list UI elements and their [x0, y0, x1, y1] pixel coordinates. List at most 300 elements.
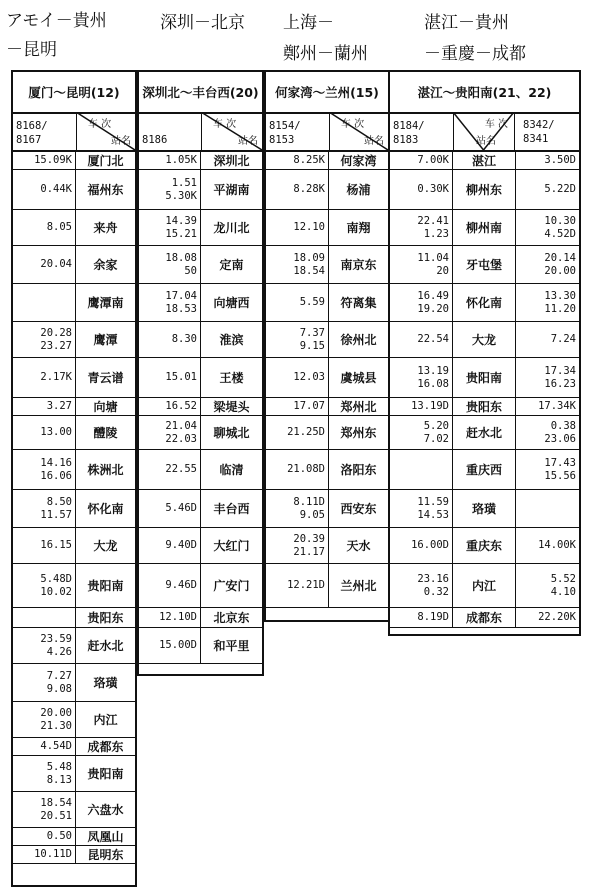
station-name: 凤凰山	[87, 830, 124, 844]
station-name: 福州东	[87, 183, 124, 197]
station-name: 郑州东	[340, 426, 377, 440]
train-number-header	[390, 112, 579, 152]
time-value: 9.46D	[165, 579, 197, 591]
train-number-right-bottom: 8341	[523, 133, 549, 145]
time-cell	[13, 152, 76, 169]
station-name: 株洲北	[87, 463, 124, 477]
table-title: 湛江～贵阳南(21、22)	[390, 72, 579, 114]
table-row	[390, 170, 579, 210]
station-name: 成都东	[465, 611, 502, 625]
time-cell	[266, 564, 329, 607]
station-name: 鹰潭南	[87, 296, 124, 310]
table-row	[390, 398, 579, 416]
time-value: 9.40D	[165, 539, 197, 551]
time-cell	[13, 608, 76, 627]
header-zhanjiang-chengdu	[424, 8, 526, 64]
station-name: 赶水北	[87, 639, 124, 653]
station-name: 六盘水	[87, 803, 124, 817]
time-cell	[139, 358, 201, 397]
train-number-bottom: 8183	[393, 134, 419, 146]
zhan-label: 站名	[111, 136, 131, 147]
time-value: 9.05	[299, 508, 325, 521]
time-value: 22.20K	[538, 611, 576, 623]
header-line1: 深圳－北京	[160, 13, 245, 33]
time-cell	[13, 170, 76, 209]
station-name: 大红门	[213, 539, 250, 553]
station-name: 南京东	[340, 258, 377, 272]
time-cell	[139, 564, 201, 607]
che-zhan-cell	[453, 112, 515, 150]
time-value: 11.57	[40, 508, 72, 521]
table-row	[139, 450, 262, 490]
time-value: 0.32	[423, 585, 449, 598]
time-cell	[390, 170, 453, 209]
station-name: 柳州东	[465, 183, 502, 197]
che-zhan-cell	[76, 112, 135, 150]
table-row	[13, 628, 135, 664]
station-name: 郑州北	[340, 400, 377, 414]
time-value: 16.52	[165, 400, 197, 412]
station-name: 贵阳东	[87, 611, 124, 625]
time-value: 17.34	[544, 364, 576, 377]
time-value: 0.30K	[417, 183, 449, 195]
time-cell-right	[515, 416, 579, 449]
station-name: 贵阳南	[87, 767, 124, 781]
time-value: 17.43	[544, 456, 576, 469]
time-value: 20.00	[40, 706, 72, 719]
che-label: 车 次	[341, 119, 365, 130]
timetable-xiamen-kunming	[11, 70, 137, 887]
time-cell	[13, 792, 76, 827]
table-row	[13, 702, 135, 738]
time-value: 12.03	[293, 371, 325, 383]
time-value: 13.30	[544, 289, 576, 302]
time-cell	[266, 210, 329, 245]
station-name: 昆明东	[87, 848, 124, 862]
station-name: 广安门	[213, 579, 250, 593]
time-value: 7.02	[423, 432, 449, 445]
station-name: 杨浦	[346, 183, 371, 197]
station-name: 牙屯堡	[465, 258, 502, 272]
station-name: 洛阳东	[340, 463, 377, 477]
time-value: 15.01	[165, 371, 197, 383]
header-line2: －重慶－成都	[424, 44, 526, 64]
time-cell	[266, 152, 329, 169]
time-value: 1.51	[171, 176, 197, 189]
che-label: 车 次	[484, 119, 508, 130]
table-row	[266, 210, 388, 246]
time-value: 18.09	[293, 251, 325, 264]
time-value: 0.44K	[40, 183, 72, 195]
table-title: 深圳北～丰台西(20)	[139, 72, 262, 114]
header-line1: アモイ－貴州	[6, 11, 107, 31]
table-row	[139, 608, 262, 628]
time-value: 13.00	[40, 426, 72, 438]
time-cell	[266, 528, 329, 563]
header-xiamen-kunming	[6, 6, 107, 60]
time-cell	[13, 358, 76, 397]
table-row	[13, 322, 135, 358]
table-row	[13, 490, 135, 528]
station-name: 北京东	[213, 611, 250, 625]
station-name: 临清	[219, 463, 244, 477]
time-cell	[139, 628, 201, 663]
table-row	[139, 210, 262, 246]
train-number-header	[266, 112, 388, 152]
time-value: 3.27	[46, 400, 72, 412]
time-value: 16.06	[40, 469, 72, 482]
station-name: 重庆东	[465, 539, 502, 553]
table-row	[13, 528, 135, 564]
time-value: 21.30	[40, 719, 72, 732]
table-row	[266, 170, 388, 210]
time-cell	[13, 322, 76, 357]
table-row	[266, 450, 388, 490]
table-row	[139, 170, 262, 210]
station-name: 柳州南	[465, 221, 502, 235]
table-row	[13, 450, 135, 490]
station-name: 龙川北	[213, 221, 250, 235]
table-row	[139, 322, 262, 358]
time-value: 23.16	[417, 572, 449, 585]
time-value: 20.39	[293, 532, 325, 545]
che-label: 车 次	[213, 119, 237, 130]
time-value: 18.53	[165, 302, 197, 315]
che-zhan-cell	[329, 112, 388, 150]
time-cell	[13, 416, 76, 449]
station-name: 梁堤头	[213, 400, 250, 414]
station-name: 兰州北	[340, 579, 377, 593]
train-number-right-cell	[515, 112, 579, 150]
time-cell	[139, 322, 201, 357]
time-value: 21.04	[165, 419, 197, 432]
che-label: 车 次	[88, 119, 112, 130]
time-value: 8.19D	[417, 611, 449, 623]
table-title: 何家湾～兰州(15)	[266, 72, 388, 114]
time-value: 5.52	[550, 572, 576, 585]
time-value: 20.04	[40, 258, 72, 270]
time-value: 5.48D	[40, 572, 72, 585]
table-row	[139, 490, 262, 528]
time-cell	[13, 564, 76, 607]
time-cell	[390, 398, 453, 415]
station-name: 珞璜	[93, 676, 118, 690]
time-value: 7.27	[46, 669, 72, 682]
time-value: 10.30	[544, 214, 576, 227]
table-row	[13, 828, 135, 846]
time-value: 14.16	[40, 456, 72, 469]
time-cell	[266, 490, 329, 527]
time-cell	[139, 246, 201, 283]
table-row	[266, 358, 388, 398]
station-name: 向塘	[93, 400, 118, 414]
station-name: 徐州北	[340, 333, 377, 347]
header-line2: －昆明	[6, 40, 57, 60]
station-name: 淮滨	[219, 333, 244, 347]
header-line1: 湛江－貴州	[424, 13, 509, 33]
table-row	[390, 284, 579, 322]
station-name: 余家	[93, 258, 118, 272]
table-row	[390, 322, 579, 358]
time-value: 8.13	[46, 773, 72, 786]
table-row	[13, 738, 135, 756]
table-row	[390, 490, 579, 528]
station-name: 西安东	[340, 502, 377, 516]
train-number-bottom: 8186	[142, 134, 168, 146]
table-row	[13, 246, 135, 284]
time-cell-right	[515, 358, 579, 397]
time-value: 5.30K	[165, 189, 197, 202]
time-value: 20.00	[544, 264, 576, 277]
time-cell	[390, 322, 453, 357]
time-value: 17.07	[293, 400, 325, 412]
table-row	[266, 528, 388, 564]
time-cell	[266, 322, 329, 357]
station-name: 内江	[471, 579, 496, 593]
time-cell	[266, 246, 329, 283]
table-row	[139, 416, 262, 450]
time-cell	[390, 210, 453, 245]
train-number-cell	[266, 112, 330, 150]
train-number-cell	[139, 112, 202, 150]
station-name: 怀化南	[87, 502, 124, 516]
time-cell	[390, 152, 453, 169]
table-row	[266, 152, 388, 170]
time-value: 4.26	[46, 645, 72, 658]
time-value: 17.04	[165, 289, 197, 302]
time-cell-right	[515, 170, 579, 209]
station-name: 丰台西	[213, 502, 250, 516]
time-cell	[13, 702, 76, 737]
time-value: 8.50	[46, 495, 72, 508]
time-cell	[139, 416, 201, 449]
train-number-bottom: 8167	[16, 134, 42, 146]
time-cell	[266, 398, 329, 415]
table-row	[266, 416, 388, 450]
table-row	[390, 608, 579, 628]
time-cell	[13, 284, 76, 321]
timetable-hejiawan-lanzhou	[264, 70, 390, 622]
table-row	[390, 450, 579, 490]
time-cell	[139, 170, 201, 209]
station-name: 王楼	[219, 371, 244, 385]
time-value: 17.34K	[538, 400, 576, 412]
table-row	[13, 416, 135, 450]
table-row	[139, 152, 262, 170]
time-value: 23.27	[40, 339, 72, 352]
time-value: 16.49	[417, 289, 449, 302]
time-value: 8.28K	[293, 183, 325, 195]
time-cell	[266, 170, 329, 209]
header-line2: 鄭州－蘭州	[283, 44, 368, 64]
table-title: 厦门～昆明(12)	[13, 72, 135, 114]
time-value: 1.23	[423, 227, 449, 240]
time-value: 16.08	[417, 377, 449, 390]
time-cell	[13, 246, 76, 283]
table-row	[139, 284, 262, 322]
zhan-label: 站名	[364, 136, 384, 147]
time-value: 14.53	[417, 508, 449, 521]
time-cell-right	[515, 210, 579, 245]
table-row	[390, 152, 579, 170]
time-value: 5.46D	[165, 502, 197, 514]
time-cell	[13, 846, 76, 863]
time-value: 18.54	[293, 264, 325, 277]
table-row	[266, 284, 388, 322]
time-value: 4.54D	[40, 740, 72, 752]
time-cell-right	[515, 528, 579, 563]
station-name: 虞城县	[340, 371, 377, 385]
time-value: 11.04	[417, 251, 449, 264]
time-cell	[13, 664, 76, 701]
train-number-cell	[13, 112, 77, 150]
train-number-top: 8184/	[393, 120, 425, 132]
time-value: 16.15	[40, 539, 72, 551]
table-row	[13, 564, 135, 608]
station-name: 何家湾	[340, 154, 377, 168]
time-value: 5.20	[423, 419, 449, 432]
time-value: 18.08	[165, 251, 197, 264]
station-name: 重庆西	[465, 463, 502, 477]
time-cell	[266, 358, 329, 397]
time-value: 7.00K	[417, 154, 449, 166]
time-cell	[390, 246, 453, 283]
time-value: 14.39	[165, 214, 197, 227]
time-value: 22.55	[165, 463, 197, 475]
time-value: 16.00D	[411, 539, 449, 551]
table-row	[390, 246, 579, 284]
train-number-top: 8154/	[269, 120, 301, 132]
time-value: 16.23	[544, 377, 576, 390]
time-cell-right	[515, 608, 579, 627]
table-row	[13, 792, 135, 828]
time-value: 21.08D	[287, 463, 325, 475]
time-cell-right	[515, 450, 579, 489]
time-cell	[266, 416, 329, 449]
train-number-bottom: 8153	[269, 134, 295, 146]
table-row	[390, 564, 579, 608]
time-value: 20.51	[40, 809, 72, 822]
time-value: 12.10	[293, 221, 325, 233]
train-number-header	[13, 112, 135, 152]
station-name: 珞璜	[471, 502, 496, 516]
time-value: 14.00K	[538, 539, 576, 551]
time-value: 11.20	[544, 302, 576, 315]
station-name: 厦门北	[87, 154, 124, 168]
table-row	[266, 564, 388, 608]
header-shenzhen-beijing	[160, 8, 245, 33]
time-value: 20.14	[544, 251, 576, 264]
time-value: 3.50D	[544, 154, 576, 166]
time-value: 15.00D	[159, 639, 197, 651]
time-cell	[139, 450, 201, 489]
time-value: 8.05	[46, 221, 72, 233]
time-value: 8.30	[171, 333, 197, 345]
station-name: 平湖南	[213, 183, 250, 197]
zhan-label: 站名	[476, 136, 496, 147]
station-name: 怀化南	[465, 296, 502, 310]
station-name: 来舟	[93, 221, 118, 235]
station-name: 赶水北	[465, 426, 502, 440]
time-value: 9.08	[46, 682, 72, 695]
time-cell	[13, 628, 76, 663]
time-cell	[13, 210, 76, 245]
table-row	[13, 398, 135, 416]
train-number-header	[139, 112, 262, 152]
time-value: 9.15	[299, 339, 325, 352]
time-cell	[390, 528, 453, 563]
time-cell	[139, 152, 201, 169]
time-cell	[390, 284, 453, 321]
time-value: 21.17	[293, 545, 325, 558]
time-value: 22.41	[417, 214, 449, 227]
time-value: 21.25D	[287, 426, 325, 438]
station-name: 贵阳南	[87, 579, 124, 593]
time-value: 10.02	[40, 585, 72, 598]
time-value: 19.20	[417, 302, 449, 315]
time-cell	[13, 828, 76, 845]
time-value: 4.10	[550, 585, 576, 598]
time-cell	[139, 490, 201, 527]
time-cell	[390, 564, 453, 607]
time-value: 8.25K	[293, 154, 325, 166]
station-name: 定南	[219, 258, 244, 272]
time-cell	[13, 756, 76, 791]
che-zhan-cell	[201, 112, 262, 150]
time-value: 5.22D	[544, 183, 576, 195]
time-value: 20.28	[40, 326, 72, 339]
table-row	[390, 210, 579, 246]
time-value: 13.19D	[411, 400, 449, 412]
table-row	[13, 846, 135, 864]
time-value: 0.38	[550, 419, 576, 432]
train-number-cell	[390, 112, 454, 150]
time-value: 10.11D	[34, 848, 72, 860]
time-value: 15.21	[165, 227, 197, 240]
time-value: 2.17K	[40, 371, 72, 383]
station-name: 湛江	[471, 154, 496, 168]
time-value: 7.24	[550, 333, 576, 345]
time-value: 12.21D	[287, 579, 325, 591]
table-row	[139, 358, 262, 398]
header-shanghai-lanzhou	[283, 8, 368, 64]
time-cell-right	[515, 564, 579, 607]
station-name: 成都东	[87, 740, 124, 754]
table-row	[266, 246, 388, 284]
time-cell-right	[515, 322, 579, 357]
station-name: 鹰潭	[93, 333, 118, 347]
table-row	[390, 528, 579, 564]
station-name: 南翔	[346, 221, 371, 235]
time-cell-right	[515, 152, 579, 169]
time-value: 5.48	[46, 760, 72, 773]
station-name: 醴陵	[93, 426, 118, 440]
station-name: 深圳北	[213, 154, 250, 168]
table-row	[139, 528, 262, 564]
table-row	[13, 358, 135, 398]
time-value: 18.54	[40, 796, 72, 809]
table-row	[139, 246, 262, 284]
station-name: 贵阳南	[465, 371, 502, 385]
time-value: 4.52D	[544, 227, 576, 240]
station-name: 天水	[346, 539, 371, 553]
time-cell	[13, 528, 76, 563]
station-name: 符离集	[340, 296, 377, 310]
time-cell	[13, 490, 76, 527]
station-name: 青云谱	[87, 371, 124, 385]
train-number-top: 8168/	[16, 120, 48, 132]
table-row	[266, 322, 388, 358]
